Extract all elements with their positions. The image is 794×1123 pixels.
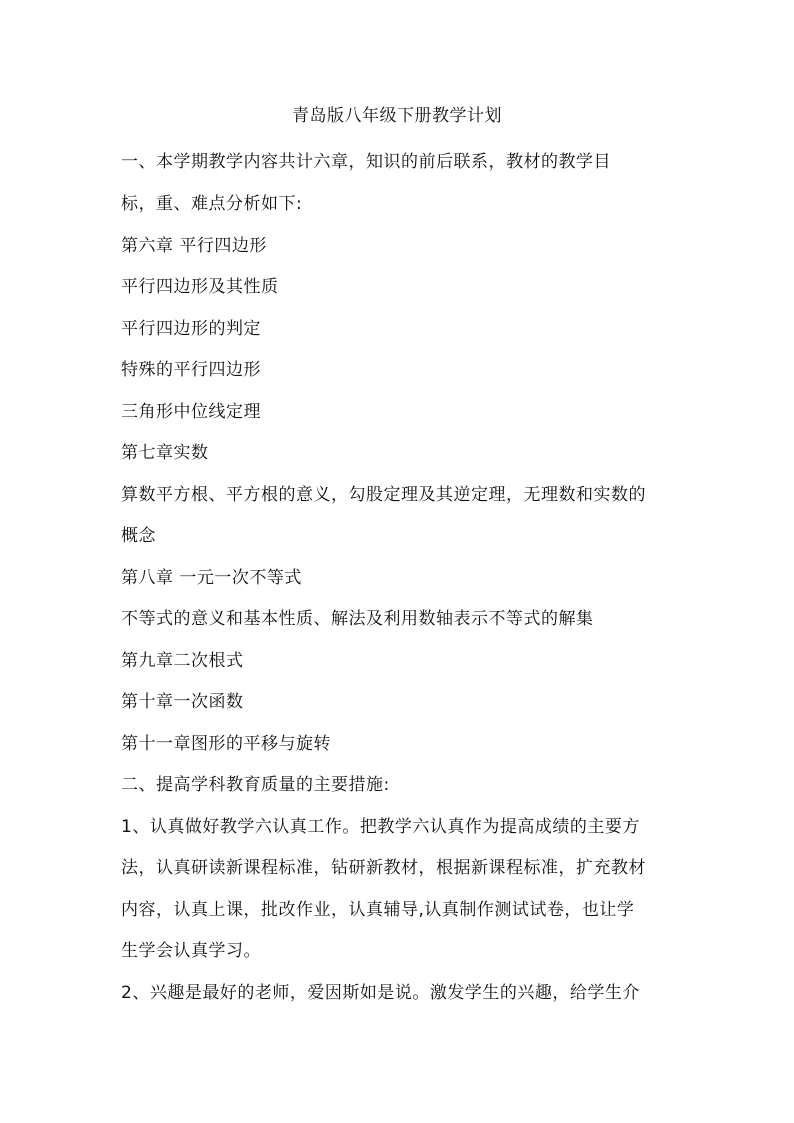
topic-line: 平行四边形及其性质 (121, 277, 279, 297)
chapter-heading: 第九章二次根式 (121, 651, 244, 671)
topic-line: 特殊的平行四边形 (121, 360, 261, 380)
topic-line: 三角形中位线定理 (121, 402, 261, 422)
paragraph-line: 法，认真研读新课程标准，钻研新教材，根据新课程标准，扩充教材 (121, 858, 646, 878)
chapter-heading: 第十一章图形的平移与旋转 (121, 734, 331, 754)
topic-line: 平行四边形的判定 (121, 319, 261, 339)
paragraph-line: 1、认真做好教学六认真工作。把教学六认真作为提高成绩的主要方 (121, 817, 640, 837)
paragraph-line: 2、兴趣是最好的老师，爱因斯如是说。激发学生的兴趣，给学生介 (121, 983, 640, 1003)
document-title: 青岛版八年级下册教学计划 (292, 106, 502, 126)
paragraph-line: 标，重、难点分析如下: (121, 194, 303, 214)
chapter-heading: 第八章 一元一次不等式 (121, 568, 302, 588)
section-heading: 二、提高学科教育质量的主要措施: (121, 775, 390, 795)
topic-line: 算数平方根、平方根的意义，勾股定理及其逆定理，无理数和实数的 (121, 485, 646, 505)
topic-line: 不等式的意义和基本性质、解法及利用数轴表示不等式的解集 (121, 609, 594, 629)
topic-line: 概念 (121, 526, 156, 546)
paragraph-line: 生学会认真学习。 (121, 941, 261, 961)
paragraph-line: 一、本学期教学内容共计六章，知识的前后联系，教材的教学目 (121, 152, 611, 172)
chapter-heading: 第七章实数 (121, 443, 209, 463)
chapter-heading: 第六章 平行四边形 (121, 236, 267, 256)
paragraph-line: 内容，认真上课，批改作业，认真辅导,认真制作测试试卷，也让学 (121, 900, 635, 920)
chapter-heading: 第十章一次函数 (121, 692, 244, 712)
